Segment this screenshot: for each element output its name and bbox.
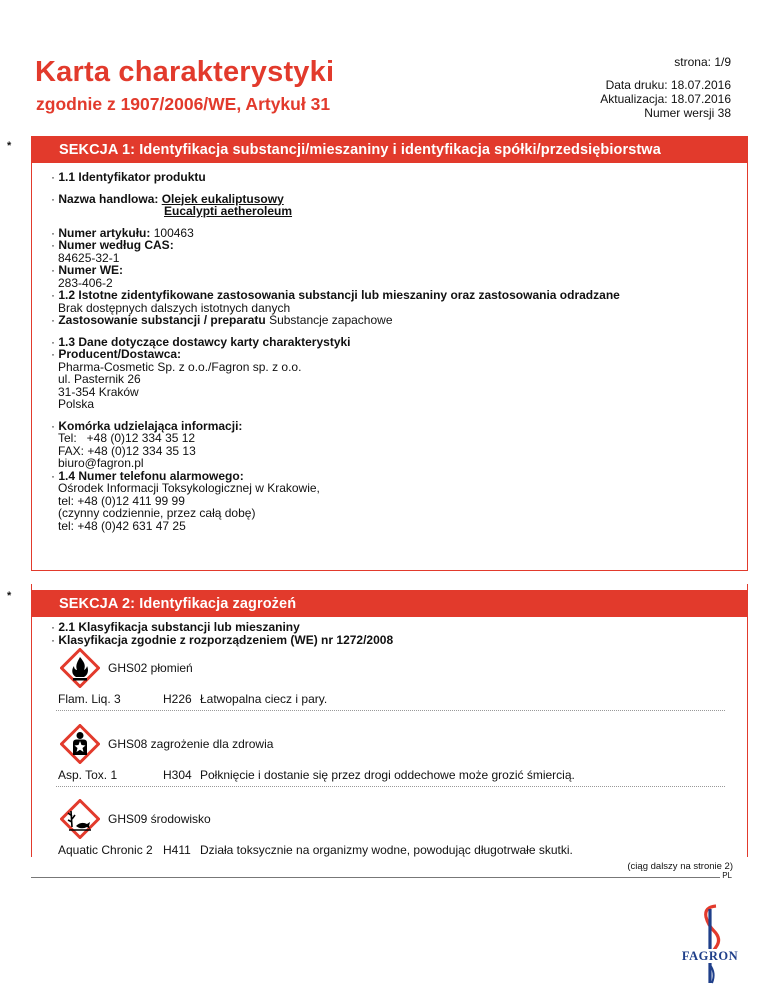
environment-icon (60, 799, 100, 839)
page-number: strona: 1/9 (674, 55, 731, 69)
article-number-label: Numer artykułu: (58, 225, 151, 240)
continued-note: (ciąg dalszy na stronie 2) (627, 861, 733, 872)
hazard-code: H304 (163, 768, 192, 782)
fagron-logo (670, 903, 750, 987)
emergency-line: (czynny codziennie, przez całą dobę) (58, 506, 256, 520)
hazard-class: Aquatic Chronic 2 (58, 843, 153, 857)
hazard-statement: Połknięcie i dostanie się przez drogi oddechowe może grozić śmiercią. (200, 768, 575, 782)
hazard-statement: Łatwopalna ciecz i pary. (200, 692, 328, 706)
uses-value: Brak dostępnych dalszych istotnych danych (58, 300, 291, 315)
producer-line: Pharma-Cosmetic Sp. z o.o./Fagron sp. z o.o. (58, 359, 302, 374)
subsection-1-4: 1.4 Numer telefonu alarmowego: (58, 468, 244, 483)
trade-name-latin: Eucalypti aetheroleum (164, 204, 293, 218)
version-number: Numer wersji 38 (644, 106, 731, 120)
document-subtitle: zgodnie z 1907/2006/WE, Artykuł 31 (36, 94, 331, 114)
ghs-label: GHS08 zagrożenie dla zdrowia (108, 737, 274, 751)
producer-line: Polska (58, 397, 95, 411)
ghs-label: GHS09 środowisko (108, 812, 211, 826)
subsection-1-1: 1.1 Identyfikator produktu (58, 170, 206, 184)
info-email: biuro@fagron.pl (58, 456, 144, 470)
language-code: PL (722, 871, 732, 880)
subsection-1-3: 1.3 Dane dotyczące dostawcy karty charakterystyki (58, 334, 351, 349)
info-fax: FAX: +48 (0)12 334 35 13 (58, 443, 196, 458)
health-hazard-icon (60, 724, 100, 764)
hazard-entry (51, 799, 737, 869)
emergency-line: tel: +48 (0)42 631 47 25 (58, 518, 186, 533)
section-2-title: SEKCJA 2: Identyfikacja zagrożeń (32, 590, 747, 617)
cas-value: 84625-32-1 (58, 250, 120, 265)
emergency-line: Ośrodek Informacji Toksykologicznej w Krakowie, (58, 481, 320, 495)
classification-label: Klasyfikacja zgodnie z rozporządzeniem (WE) nr 1272/2008 (58, 632, 394, 647)
info-label: Komórka udzielająca informacji: (58, 418, 243, 433)
section-2 (31, 584, 748, 857)
footer-rule (31, 877, 720, 878)
use-value: Substancje zapachowe (269, 313, 393, 327)
we-value: 283-406-2 (58, 275, 113, 290)
subsection-1-2: 1.2 Istotne zidentyfikowane zastosowania substancji lub mieszaniny oraz zastosowania odradzane (58, 288, 620, 302)
producer-line: 31-354 Kraków (58, 384, 139, 399)
document-meta (600, 78, 731, 120)
use-label: Zastosowanie substancji / preparatu (58, 313, 266, 327)
info-phone: Tel: +48 (0)12 334 35 12 (58, 431, 196, 445)
print-date: Data druku: 18.07.2016 (605, 78, 731, 92)
hazard-class: Asp. Tox. 1 (58, 768, 118, 782)
ghs-label: GHS02 płomień (108, 661, 193, 675)
emergency-line: tel: +48 (0)12 411 99 99 (58, 493, 185, 508)
producer-label: Producent/Dostawca: (58, 347, 182, 361)
section-2-content: · 2.1 Klasyfikacja substancji lub mieszaniny · Klasyfikacja zgodnie z rozporządzeniem (WE) nr 1272/2008 GHS02 płomień Flam. Liq. 3 H226 Łatwopalna ciecz i pary. GHS08 zagrożenie dla zdrowia Asp. Tox. 1 H304 Połknięcie i dostanie się przez drogi oddechowe może grozić śmiercią. GHS09 środowisko Aquatic Chronic 2 H411 Działa toksycznie na organizmy wodne, powodując długotrwałe skutki. (51, 621, 737, 861)
we-label: Numer WE: (58, 263, 124, 277)
flame-icon (60, 648, 100, 688)
article-number-value: 100463 (153, 225, 194, 240)
trade-name-value: Olejek eukaliptusowy (161, 191, 284, 206)
hazard-statement: Działa toksycznie na organizmy wodne, powodując długotrwałe skutki. (200, 843, 573, 857)
hazard-code: H411 (163, 843, 191, 857)
hazard-code: H226 (163, 692, 192, 706)
cas-label: Numer według CAS: (58, 238, 174, 252)
trade-name-label: Nazwa handlowa: (58, 191, 159, 206)
section-1-content: · 1.1 Identyfikator produktu · Nazwa handlowa: Olejek eukaliptusowy Eucalypti aetheroleum · Numer artykułu: 100463 · Numer według CAS: 84625-32-1 · Numer WE: 283-406-2 · 1.2 Istotne zidentyfikowane zastosowania substancji lub mieszaniny oraz zastosowania odradzane Brak dostępnych dalszych istotnych danych · Zastosowanie substancji / preparatu Substancje zapachowe · 1.3 Dane dotyczące dostawcy karty charakterystyki · Producent/Dostawca: Pharma-Cosmetic Sp. z o.o./Fagron sp. z o.o. ul. Pasternik 26 31-354 Kraków Polska · Komórka udzielająca informacji: Tel: +48 (0)12 334 35 12 FAX: +48 (0)12 334 35 13 biuro@fagron.pl · 1.4 Numer telefonu alarmowego: Ośrodek Informacji Toksykologicznej w Krakowie, tel: +48 (0)12 411 99 99 (czynny codziennie, przez całą dobę) tel: +48 (0)42 631 47 25 (51, 171, 737, 532)
logo-text: FAGRON (681, 949, 739, 963)
change-marker: * (7, 140, 12, 152)
update-date: Aktualizacja: 18.07.2016 (600, 92, 731, 106)
hazard-entry (51, 724, 737, 794)
section-1 (31, 136, 748, 571)
section-1-title: SEKCJA 1: Identyfikacja substancji/mieszaniny i identyfikacja spółki/przedsiębiorstwa (32, 136, 747, 163)
producer-line: ul. Pasternik 26 (58, 372, 141, 386)
dotted-divider (56, 786, 725, 787)
subsection-2-1: 2.1 Klasyfikacja substancji lub mieszaniny (58, 620, 300, 634)
hazard-class: Flam. Liq. 3 (58, 692, 121, 706)
change-marker: * (7, 590, 12, 602)
document-title: Karta charakterystyki (35, 56, 335, 88)
hazard-entry (51, 648, 737, 718)
dotted-divider (56, 710, 725, 711)
